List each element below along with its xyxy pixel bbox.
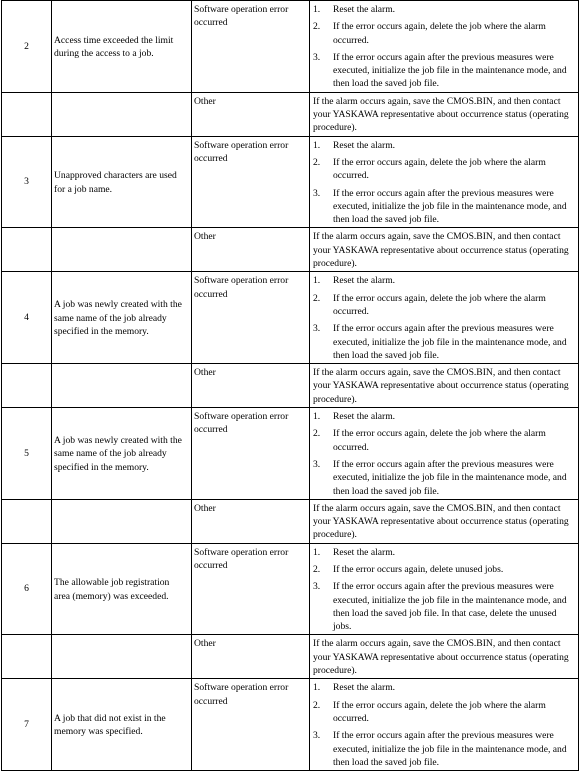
category-label: Other [192, 499, 310, 543]
alarm-cause-empty [52, 92, 192, 136]
remedy-step [313, 187, 575, 227]
table-row [2, 228, 579, 272]
step-text: If the error occurs again after the previous measures were executed, initialize the job file in the maintenance mode, and then load the saved job file. [333, 730, 567, 768]
category-label: Other [192, 92, 310, 136]
step-text: Reset the alarm. [333, 546, 396, 558]
step-number: 2. [313, 699, 321, 711]
step-text: Reset the alarm. [333, 275, 396, 287]
step-text: If the error occurs again, delete the job where the alarm occurred. [333, 699, 546, 724]
step-number: 3. [313, 187, 321, 199]
table-row [2, 136, 579, 228]
item-number-empty [2, 499, 52, 543]
step-text: If the error occurs again after the previous measures were executed, initialize the job file in the maintenance mode, and then load the saved job file. [333, 323, 567, 361]
table-row [2, 408, 579, 500]
step-number: 3. [313, 51, 321, 63]
alarm-cause: The allowable job registration area (memory) was exceeded. [52, 543, 192, 635]
remedy-steps [310, 408, 579, 500]
table-row [2, 92, 579, 136]
remedy-steps [310, 543, 579, 635]
item-number: 2 [2, 1, 52, 93]
step-number: 1. [313, 411, 321, 423]
step-number: 2. [313, 563, 321, 575]
item-number: 7 [2, 679, 52, 771]
item-number: 3 [2, 136, 52, 228]
step-number: 1. [313, 275, 321, 287]
alarm-remedy-table-body [2, 1, 579, 771]
remedy-step-list [313, 681, 575, 769]
category-label: Software operation error occurred [192, 136, 310, 228]
alarm-cause: Unapproved characters are used for a job name. [52, 136, 192, 228]
remedy-step-list [313, 274, 575, 362]
alarm-cause-empty [52, 364, 192, 408]
step-text: If the error occurs again, delete the job where the alarm occurred. [333, 292, 546, 317]
remedy-step [313, 546, 575, 559]
remedy-step [313, 292, 575, 319]
category-label: Software operation error occurred [192, 408, 310, 500]
remedy-text: If the alarm occurs again, save the CMOS.BIN, and then contact your YASKAWA representative about occurrence status (operating procedure). [310, 228, 579, 272]
item-number-empty [2, 92, 52, 136]
table-row [2, 272, 579, 364]
remedy-step [313, 410, 575, 423]
step-number: 3. [313, 730, 321, 742]
remedy-step [313, 699, 575, 726]
table-row [2, 543, 579, 635]
step-number: 1. [313, 682, 321, 694]
step-number: 2. [313, 428, 321, 440]
step-number: 3. [313, 458, 321, 470]
step-text: Reset the alarm. [333, 139, 396, 151]
category-label: Software operation error occurred [192, 543, 310, 635]
item-number-empty [2, 364, 52, 408]
step-text: If the error occurs again, delete the job where the alarm occurred. [333, 156, 546, 182]
remedy-step [313, 458, 575, 498]
item-number: 4 [2, 272, 52, 364]
item-number-empty [2, 635, 52, 679]
table-row [2, 635, 579, 679]
remedy-text: If the alarm occurs again, save the CMOS.BIN, and then contact your YASKAWA representative about occurrence status (operating procedure). [310, 364, 579, 408]
step-text: Reset the alarm. [333, 4, 396, 15]
table-row [2, 499, 579, 543]
remedy-step-list [313, 3, 575, 91]
remedy-step [313, 681, 575, 694]
step-text: Reset the alarm. [333, 411, 396, 423]
alarm-cause: A job that did not exist in the memory was specified. [52, 679, 192, 771]
remedy-step [313, 322, 575, 362]
remedy-step [313, 3, 575, 16]
step-text: If the error occurs again, delete unused jobs. [333, 563, 504, 575]
category-label: Software operation error occurred [192, 272, 310, 364]
alarm-cause-empty [52, 228, 192, 272]
step-number: 2. [313, 292, 321, 304]
alarm-cause: A job was newly created with the same name of the job already specified in the memory. [52, 272, 192, 364]
remedy-step [313, 729, 575, 769]
remedy-step [313, 427, 575, 454]
remedy-text: If the alarm occurs again, save the CMOS.BIN, and then contact your YASKAWA representative about occurrence status (operating procedure). [310, 92, 579, 136]
step-number: 3. [313, 581, 321, 593]
remedy-step [313, 274, 575, 287]
step-number: 1. [313, 139, 321, 151]
item-number-empty [2, 228, 52, 272]
alarm-cause-empty [52, 499, 192, 543]
step-text: If the error occurs again, delete the job where the alarm occurred. [333, 428, 546, 453]
remedy-step [313, 51, 575, 91]
remedy-steps [310, 272, 579, 364]
alarm-remedy-table [1, 0, 579, 771]
remedy-steps [310, 679, 579, 771]
category-label: Other [192, 635, 310, 679]
table-row [2, 1, 579, 93]
remedy-step [313, 139, 575, 152]
step-number: 2. [313, 156, 321, 168]
step-number: 1. [313, 546, 321, 558]
step-text: If the error occurs again after the previous measures were executed, initialize the job file in the maintenance mode, and then load the saved job file. [333, 51, 567, 90]
step-text: If the error occurs again, delete the job where the alarm occurred. [333, 21, 546, 46]
alarm-cause-empty [52, 635, 192, 679]
alarm-cause: Access time exceeded the limit during the access to a job. [52, 1, 192, 93]
item-number: 6 [2, 543, 52, 635]
step-text: If the error occurs again after the previous measures were executed, initialize the job file in the maintenance mode, and then load the saved job file. [333, 187, 567, 226]
step-text: If the error occurs again after the previous measures were executed, initialize the job file in the maintenance mode, and then load the saved job file. [333, 458, 567, 497]
category-label: Other [192, 228, 310, 272]
category-label: Software operation error occurred [192, 679, 310, 771]
step-number: 2. [313, 21, 321, 33]
remedy-step-list [313, 410, 575, 498]
remedy-step-list [313, 546, 575, 634]
remedy-text: If the alarm occurs again, save the CMOS.BIN, and then contact your YASKAWA representative about occurrence status (operating procedure). [310, 499, 579, 543]
remedy-steps [310, 1, 579, 93]
remedy-step [313, 20, 575, 47]
category-label: Software operation error occurred [192, 1, 310, 93]
remedy-step [313, 156, 575, 183]
remedy-text: If the alarm occurs again, save the CMOS.BIN, and then contact your YASKAWA representative about occurrence status (operating procedure). [310, 635, 579, 679]
remedy-step [313, 580, 575, 633]
table-row [2, 364, 579, 408]
remedy-steps [310, 136, 579, 228]
alarm-cause: A job was newly created with the same name of the job already specified in the memory. [52, 408, 192, 500]
remedy-step [313, 563, 575, 576]
remedy-step-list [313, 139, 575, 227]
item-number: 5 [2, 408, 52, 500]
step-number: 1. [313, 4, 321, 15]
table-row [2, 679, 579, 771]
category-label: Other [192, 364, 310, 408]
step-number: 3. [313, 323, 321, 335]
step-text: Reset the alarm. [333, 682, 396, 694]
step-text: If the error occurs again after the previous measures were executed, initialize the job file in the maintenance mode, and then load the saved job file. In that case, delete the unused jobs. [333, 581, 567, 633]
